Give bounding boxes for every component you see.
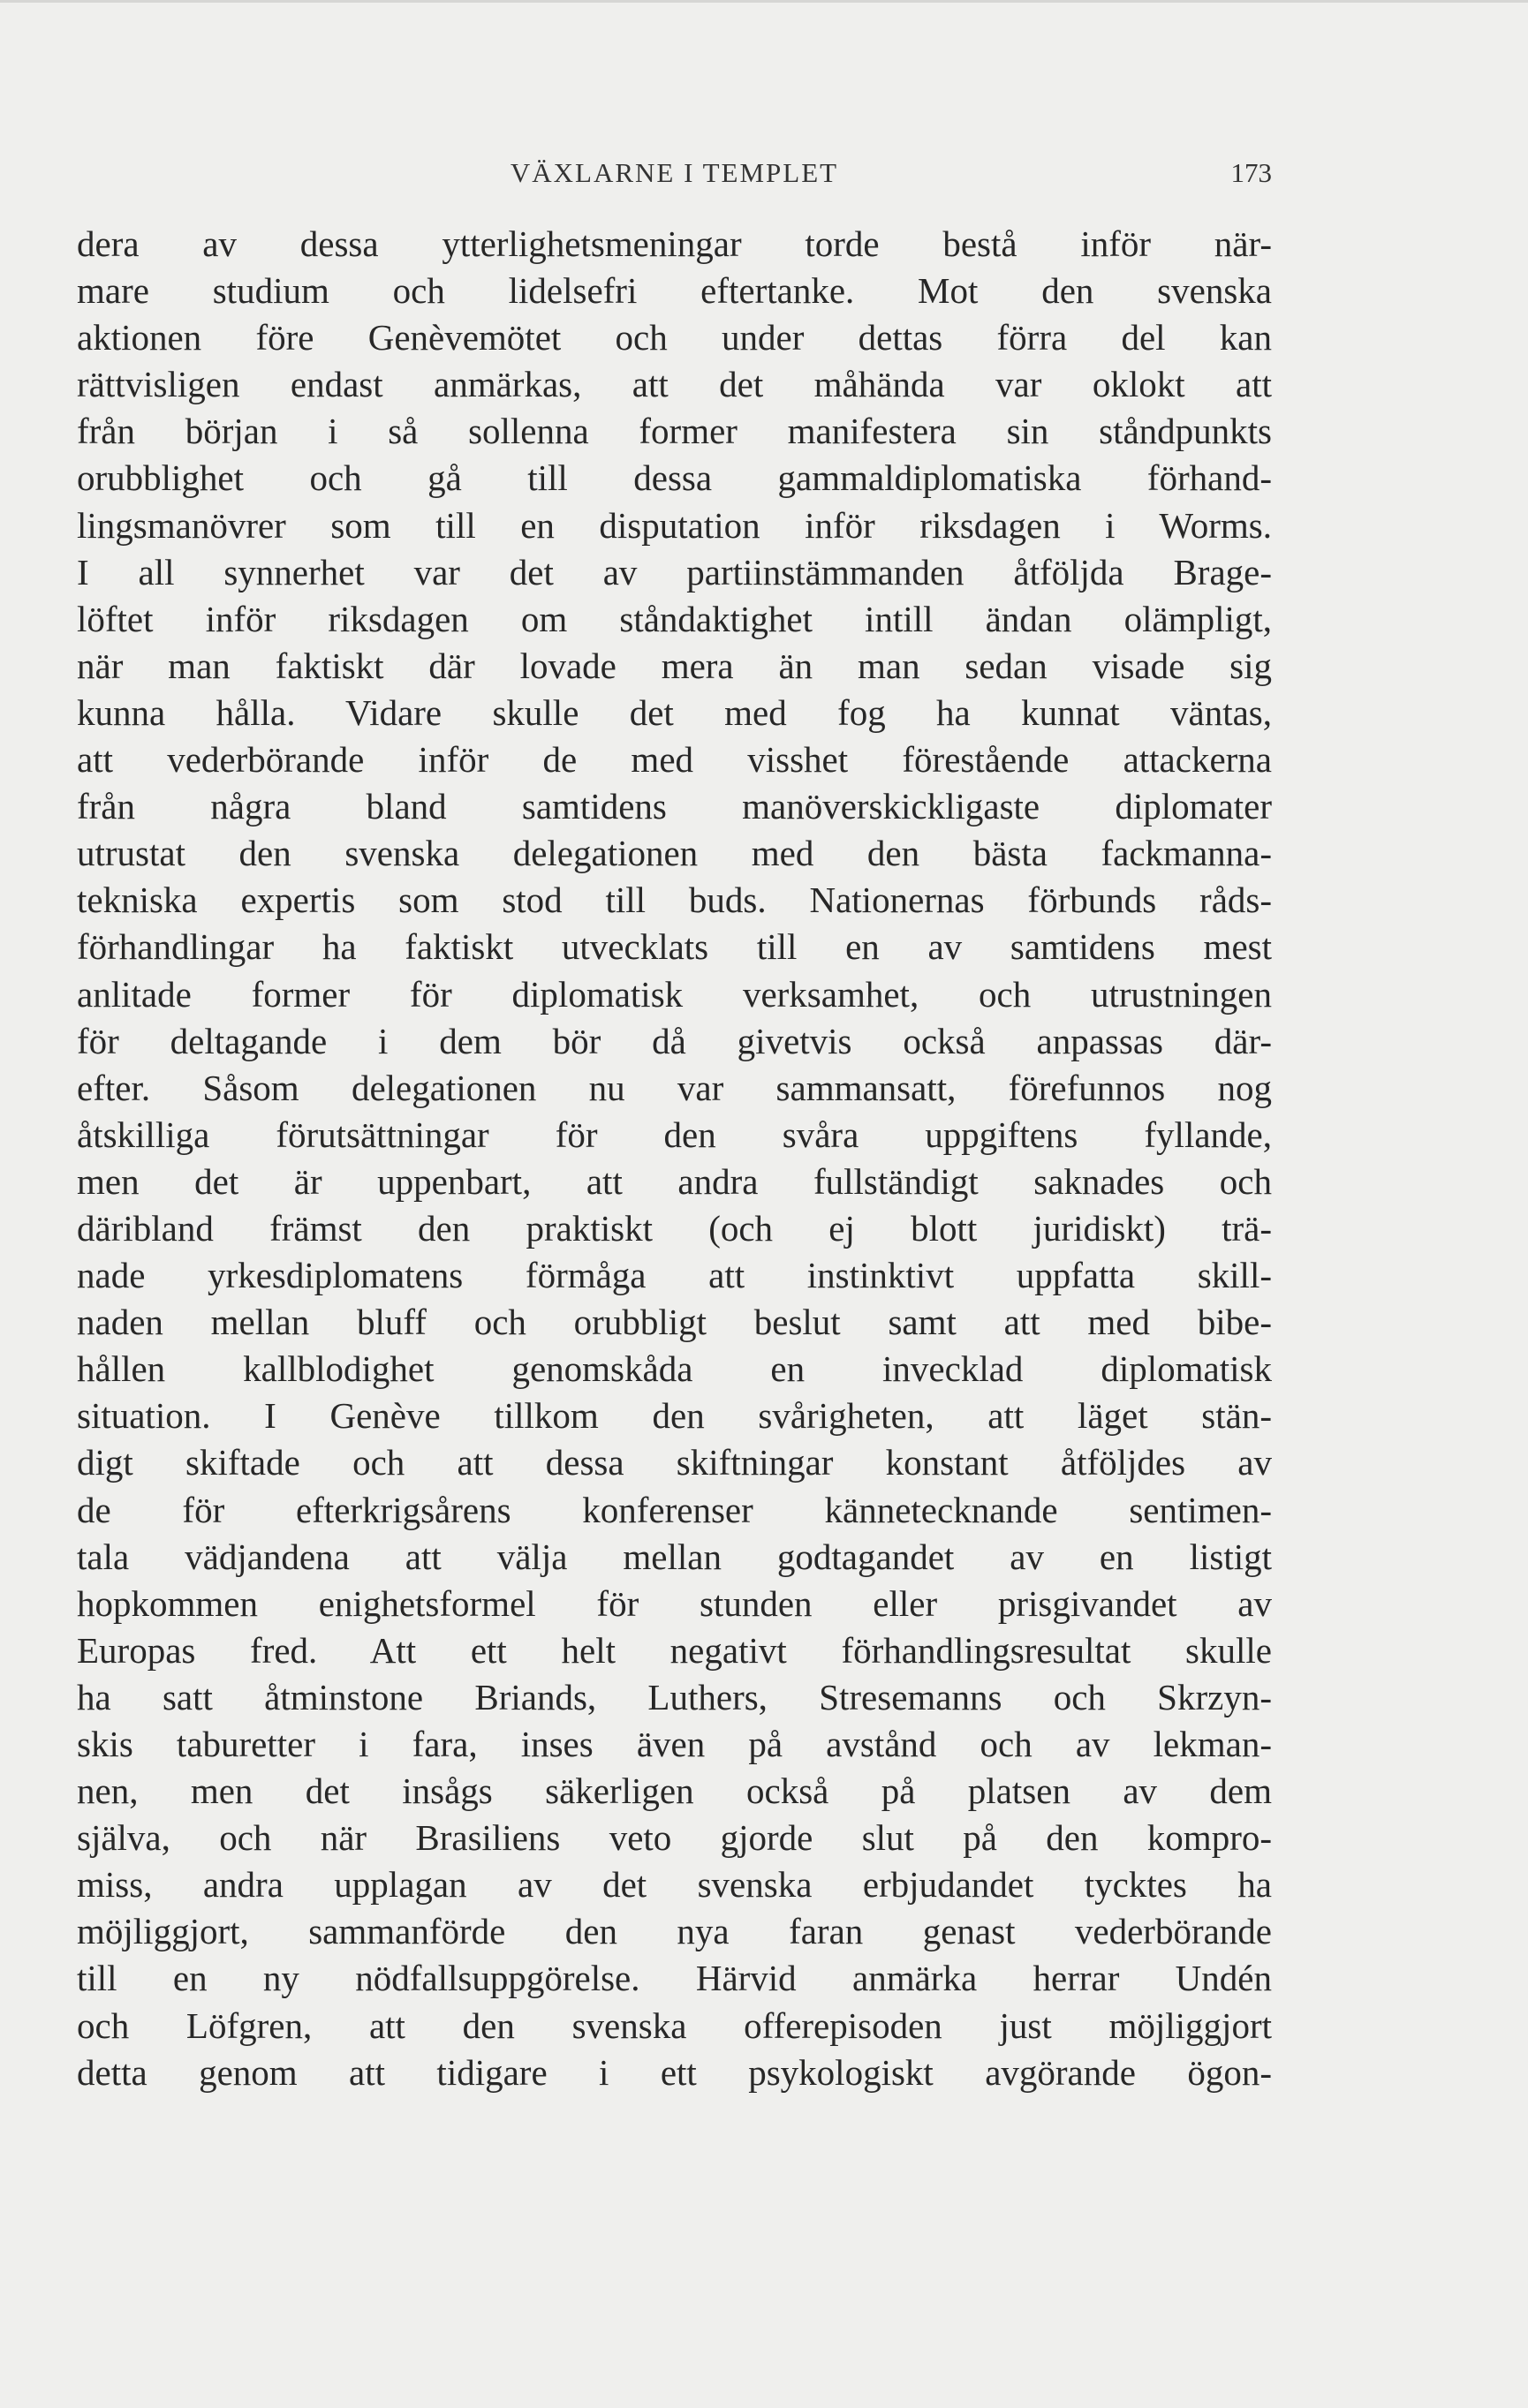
text-line: rättvisligen endast anmärkas, att det måhända var oklokt att — [77, 364, 1272, 405]
text-line: naden mellan bluff och orubbligt beslut samt att med bibe- — [77, 1302, 1272, 1343]
text-line: nade yrkesdiplomatens förmåga att instinktivt uppfatta skill- — [77, 1255, 1272, 1296]
text-line: situation. I Genève tillkom den svårigheten, att läget stän- — [77, 1395, 1272, 1437]
running-title: VÄXLARNE I TEMPLET — [510, 157, 839, 188]
text-line: att vederbörande inför de med visshet förestående attackerna — [77, 739, 1272, 781]
text-line: däribland främst den praktiskt (och ej blott juridiskt) trä- — [77, 1207, 1272, 1249]
scan-edge — [0, 0, 1528, 3]
text-line: detta genom att tidigare i ett psykologiskt avgörande ögon- — [77, 2051, 1272, 2093]
text-line: när man faktiskt där lovade mera än man sedan visade sig — [77, 645, 1272, 686]
text-line: tala vädjandena att välja mellan godtagandet av en listigt — [77, 1536, 1272, 1577]
text-line: digt skiftade och att dessa skiftningar konstant åtföljdes av — [77, 1442, 1272, 1483]
text-line: nen, men det insågs säkerligen också på platsen av dem — [77, 1770, 1272, 1812]
text-line: utrustat den svenska delegationen med den bästa fackmanna- — [77, 833, 1272, 874]
text-line: dera av dessa ytterlighetsmeningar torde bestå inför när- — [77, 223, 1272, 264]
text-line: tekniska expertis som stod till buds. Nationernas förbunds råds- — [77, 879, 1272, 921]
text-line: I all synnerhet var det av partiinstämmanden åtföljda Brage- — [77, 551, 1272, 593]
text-line: och Löfgren, att den svenska offerepisoden just möjliggjort — [77, 2004, 1272, 2046]
page-number: 173 — [1230, 157, 1272, 188]
text-line: möjliggjort, sammanförde den nya faran genast vederbörande — [77, 1911, 1272, 1952]
running-head — [77, 157, 1272, 200]
text-line: från början i så sollenna former manifestera sin ståndpunkts — [77, 411, 1272, 452]
text-line: orubblighet och gå till dessa gammaldiplomatiska förhand- — [77, 457, 1272, 499]
text-line: till en ny nödfallsuppgörelse. Härvid anmärka herrar Undén — [77, 1958, 1272, 1999]
text-line: miss, andra upplagan av det svenska erbjudandet tycktes ha — [77, 1864, 1272, 1906]
text-line: de för efterkrigsårens konferenser kännetecknande sentimen- — [77, 1489, 1272, 1530]
text-line: Europas fred. Att ett helt negativt förhandlingsresultat skulle — [77, 1629, 1272, 1671]
text-line: för deltagande i dem bör då givetvis också anpassas där- — [77, 1020, 1272, 1061]
text-line: aktionen före Genèvemötet och under dettas förra del kan — [77, 317, 1272, 359]
text-line: själva, och när Brasiliens veto gjorde slut på den kompro- — [77, 1817, 1272, 1859]
text-line: mare studium och lidelsefri eftertanke. Mot den svenska — [77, 270, 1272, 312]
text-line: förhandlingar ha faktiskt utvecklats till en av samtidens mest — [77, 926, 1272, 968]
body-text — [77, 221, 1272, 2096]
text-line: hopkommen enighetsformel för stunden eller prisgivandet av — [77, 1582, 1272, 1624]
text-line: lingsmanövrer som till en disputation inför riksdagen i Worms. — [77, 504, 1272, 546]
text-line: löftet inför riksdagen om ståndaktighet intill ändan olämpligt, — [77, 598, 1272, 639]
text-line: från några bland samtidens manöverskickligaste diplomater — [77, 786, 1272, 827]
text-line: anlitade former för diplomatisk verksamhet, och utrustningen — [77, 973, 1272, 1015]
text-line: hållen kallblodighet genomskåda en invecklad diplomatisk — [77, 1348, 1272, 1390]
text-line: åtskilliga förutsättningar för den svåra uppgiftens fyllande, — [77, 1113, 1272, 1155]
text-line: kunna hålla. Vidare skulle det med fog ha kunnat väntas, — [77, 691, 1272, 733]
text-line: skis taburetter i fara, inses även på avstånd och av lekman- — [77, 1724, 1272, 1764]
text-line: efter. Såsom delegationen nu var sammansatt, förefunnos nog — [77, 1067, 1272, 1108]
text-line: men det är uppenbart, att andra fullständigt saknades och — [77, 1160, 1272, 1202]
text-line: ha satt åtminstone Briands, Luthers, Stresemanns och Skrzyn- — [77, 1676, 1272, 1717]
